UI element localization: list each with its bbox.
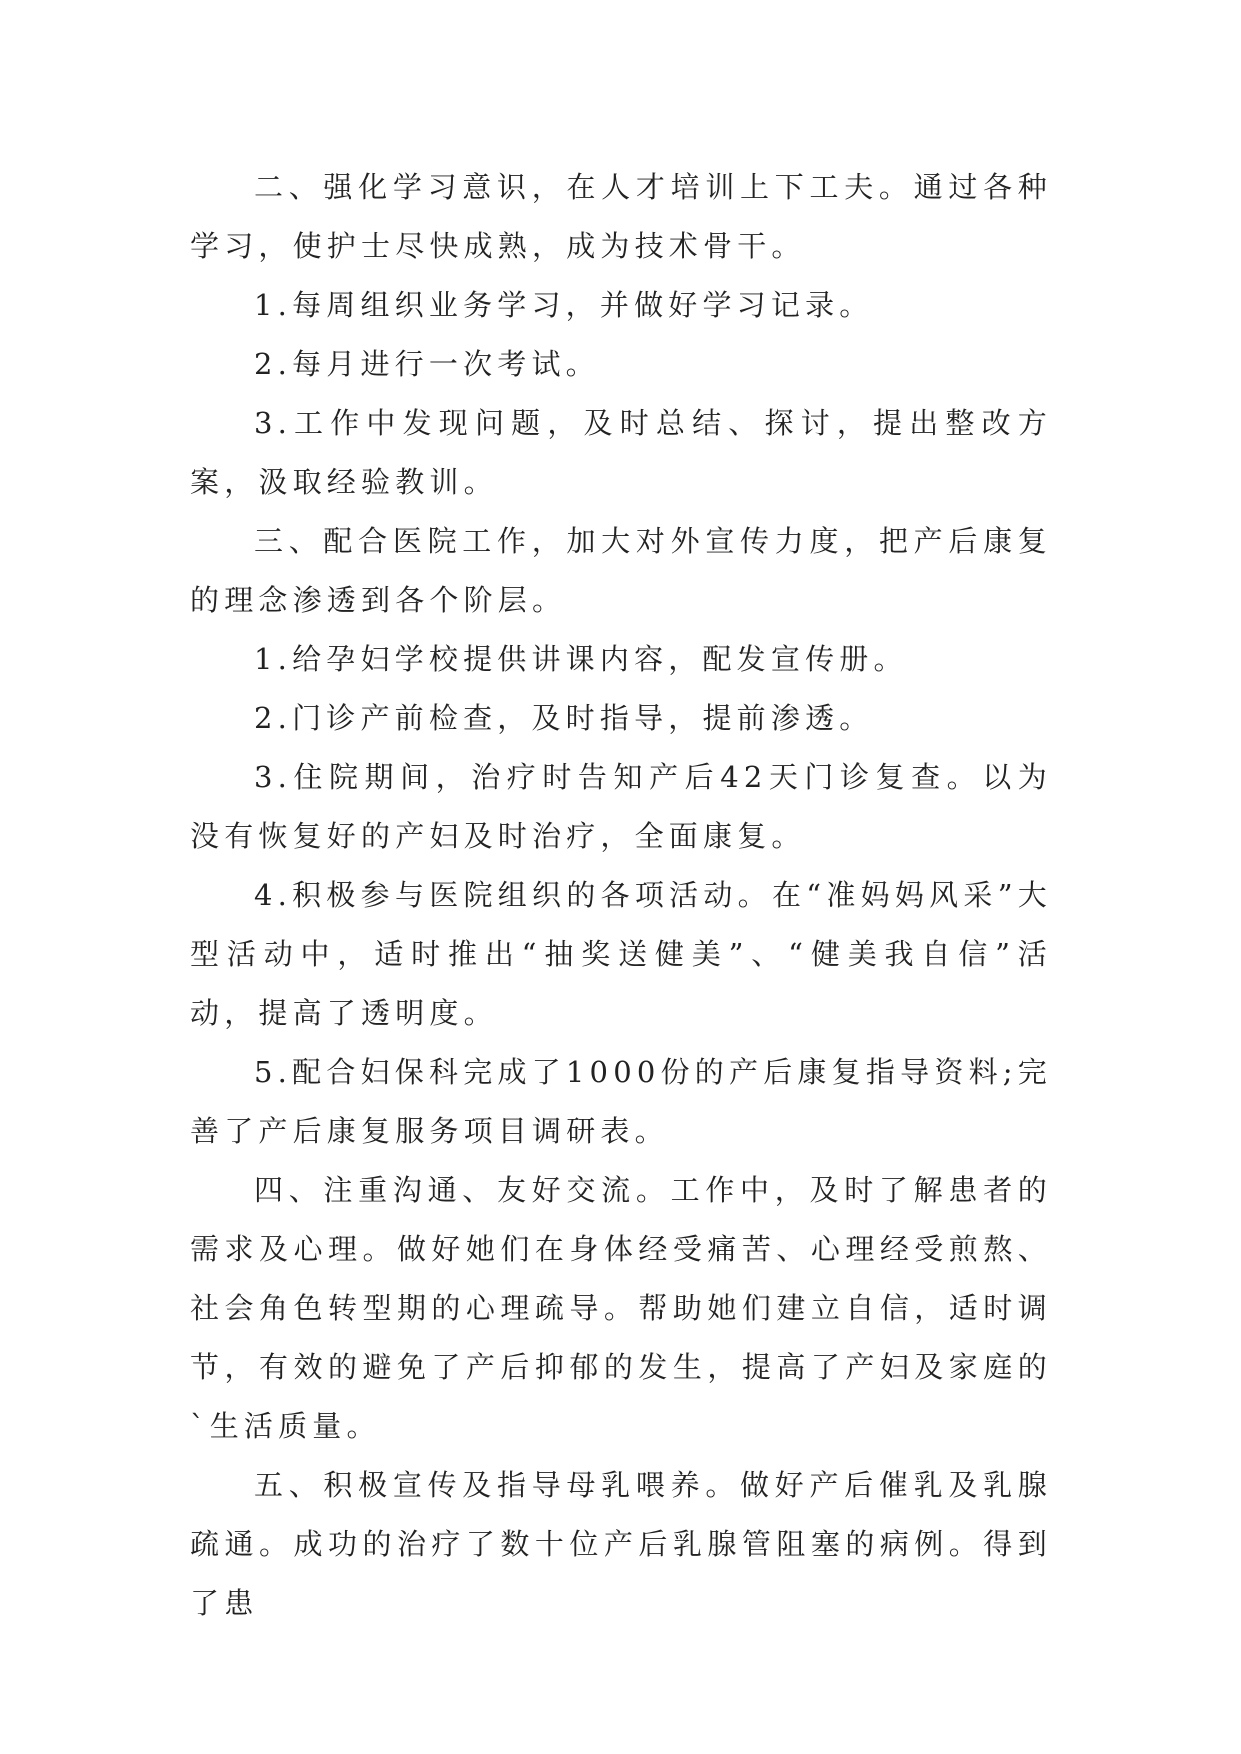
paragraph-section-4: 四、注重沟通、友好交流。工作中，及时了解患者的需求及心理。做好她们在身体经受痛苦、心理经受煎熬、社会角色转型期的心理疏导。帮助她们建立自信，适时调节，有效的避免了产后抑郁的发生，提高了产妇及家庭的`生活质量。 xyxy=(190,1173,1052,1443)
paragraph-section-3: 三、配合医院工作，加大对外宣传力度，把产后康复的理念渗透到各个阶层。 xyxy=(190,524,1052,617)
document-body xyxy=(190,158,1052,1633)
paragraph-section-2: 二、强化学习意识，在人才培训上下工夫。通过各种学习，使护士尽快成熟，成为技术骨干。 xyxy=(190,170,1052,263)
paragraph-item: 2.每月进行一次考试。 xyxy=(254,347,600,381)
paragraph-item: 3.工作中发现问题，及时总结、探讨，提出整改方案，汲取经验教训。 xyxy=(190,406,1052,499)
paragraph-item: 1.给孕妇学校提供讲课内容，配发宣传册。 xyxy=(254,642,908,676)
paragraph-item: 4.积极参与医院组织的各项活动。在“准妈妈风采”大型活动中，适时推出“抽奖送健美”、“健美我自信”活动，提高了透明度。 xyxy=(190,878,1052,1030)
paragraph-item: 1.每周组织业务学习，并做好学习记录。 xyxy=(254,288,874,322)
paragraph-section-5: 五、积极宣传及指导母乳喂养。做好产后催乳及乳腺疏通。成功的治疗了数十位产后乳腺管阻塞的病例。得到了患 xyxy=(190,1468,1052,1620)
paragraph-item: 5.配合妇保科完成了1000份的产后康复指导资料;完善了产后康复服务项目调研表。 xyxy=(190,1055,1052,1148)
paragraph-item: 2.门诊产前检查，及时指导，提前渗透。 xyxy=(254,701,874,735)
paragraph-item: 3.住院期间，治疗时告知产后42天门诊复查。以为没有恢复好的产妇及时治疗，全面康复。 xyxy=(190,760,1052,853)
